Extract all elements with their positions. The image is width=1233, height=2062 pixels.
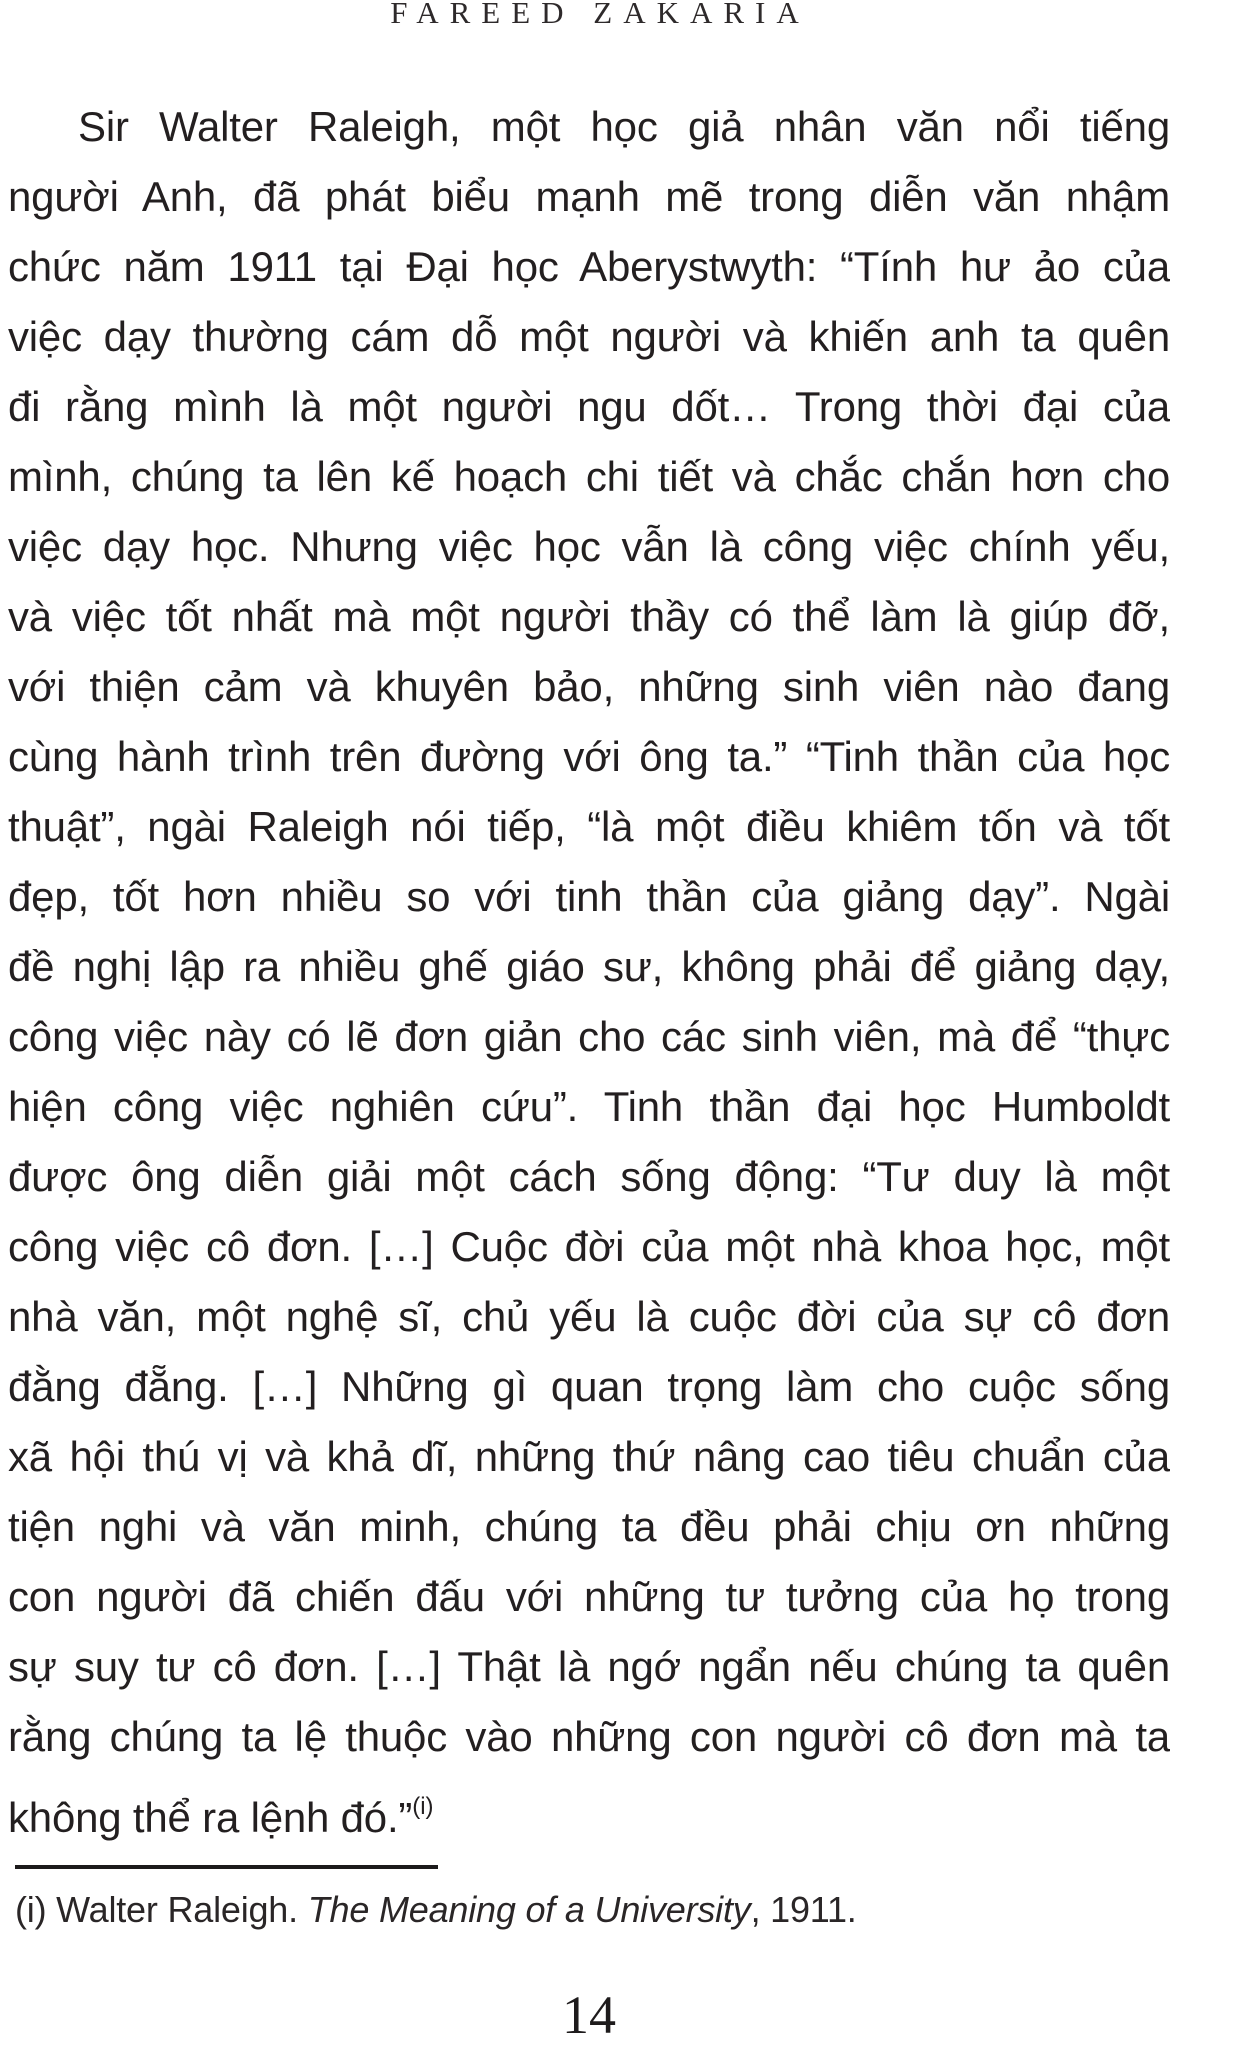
paragraph-line: Sir Walter Raleigh, một học giả nhân văn nổi tiếng	[78, 103, 1170, 150]
paragraph-line: người Anh, đã phát biểu mạnh mẽ trong diễn văn nhậm	[8, 173, 1170, 220]
paragraph-line: cùng hành trình trên đường với ông ta.” “Tinh thần của học	[8, 733, 1170, 780]
paragraph-line: mình, chúng ta lên kế hoạch chi tiết và chắc chắn hơn cho	[8, 453, 1170, 500]
footnote-text	[15, 1886, 1175, 1934]
footnote-book-title: The Meaning of a University	[307, 1889, 751, 1930]
paragraph-line: việc dạy học. Nhưng việc học vẫn là công việc chính yếu,	[8, 523, 1170, 570]
body-paragraph	[8, 92, 1170, 1842]
paragraph-line: sự suy tư cô đơn. […] Thật là ngớ ngẩn nếu chúng ta quên	[8, 1643, 1170, 1690]
paragraph-line: nhà văn, một nghệ sĩ, chủ yếu là cuộc đời của sự cô đơn	[8, 1293, 1170, 1340]
paragraph-line: đi rằng mình là một người ngu dốt… Trong thời đại của	[8, 383, 1170, 430]
paragraph-line: chức năm 1911 tại Đại học Aberystwyth: “Tính hư ảo của	[8, 243, 1170, 290]
paragraph-line: đề nghị lập ra nhiều ghế giáo sư, không phải để giảng dạy,	[8, 943, 1170, 990]
paragraph-line-last	[8, 1772, 1170, 1842]
footnote-suffix: , 1911.	[750, 1889, 857, 1930]
paragraph-line: công việc cô đơn. […] Cuộc đời của một nhà khoa học, một	[8, 1223, 1170, 1270]
paragraph-line: con người đã chiến đấu với những tư tưởng của họ trong	[8, 1573, 1170, 1620]
running-header-author: FAREED ZAKARIA	[390, 0, 810, 30]
footnote-reference-superscript: (i)	[412, 1793, 434, 1820]
paragraph-line: hiện công việc nghiên cứu”. Tinh thần đại học Humboldt	[8, 1083, 1170, 1130]
paragraph-line: với thiện cảm và khuyên bảo, những sinh viên nào đang	[8, 663, 1170, 710]
paragraph-line: rằng chúng ta lệ thuộc vào những con người cô đơn mà ta	[8, 1713, 1170, 1760]
paragraph-line: được ông diễn giải một cách sống động: “Tư duy là một	[8, 1153, 1170, 1200]
paragraph-line: đẹp, tốt hơn nhiều so với tinh thần của giảng dạy”. Ngài	[8, 873, 1170, 920]
paragraph-line: tiện nghi và văn minh, chúng ta đều phải chịu ơn những	[8, 1503, 1170, 1550]
paragraph-line: xã hội thú vị và khả dĩ, những thứ nâng cao tiêu chuẩn của	[8, 1433, 1170, 1480]
footnote-separator	[15, 1865, 438, 1869]
paragraph-line: và việc tốt nhất mà một người thầy có thể làm là giúp đỡ,	[8, 593, 1170, 640]
page-number: 14	[562, 1985, 616, 2045]
paragraph-line: thuật”, ngài Raleigh nói tiếp, “là một điều khiêm tốn và tốt	[8, 803, 1170, 850]
footnote-prefix: (i) Walter Raleigh.	[15, 1889, 308, 1930]
paragraph-line: việc dạy thường cám dỗ một người và khiến anh ta quên	[8, 313, 1170, 360]
paragraph-line: đằng đẵng. […] Những gì quan trọng làm cho cuộc sống	[8, 1363, 1170, 1410]
paragraph-line: công việc này có lẽ đơn giản cho các sinh viên, mà để “thực	[8, 1013, 1170, 1060]
paragraph-closing-text: không thể ra lệnh đó.”	[8, 1794, 413, 1841]
